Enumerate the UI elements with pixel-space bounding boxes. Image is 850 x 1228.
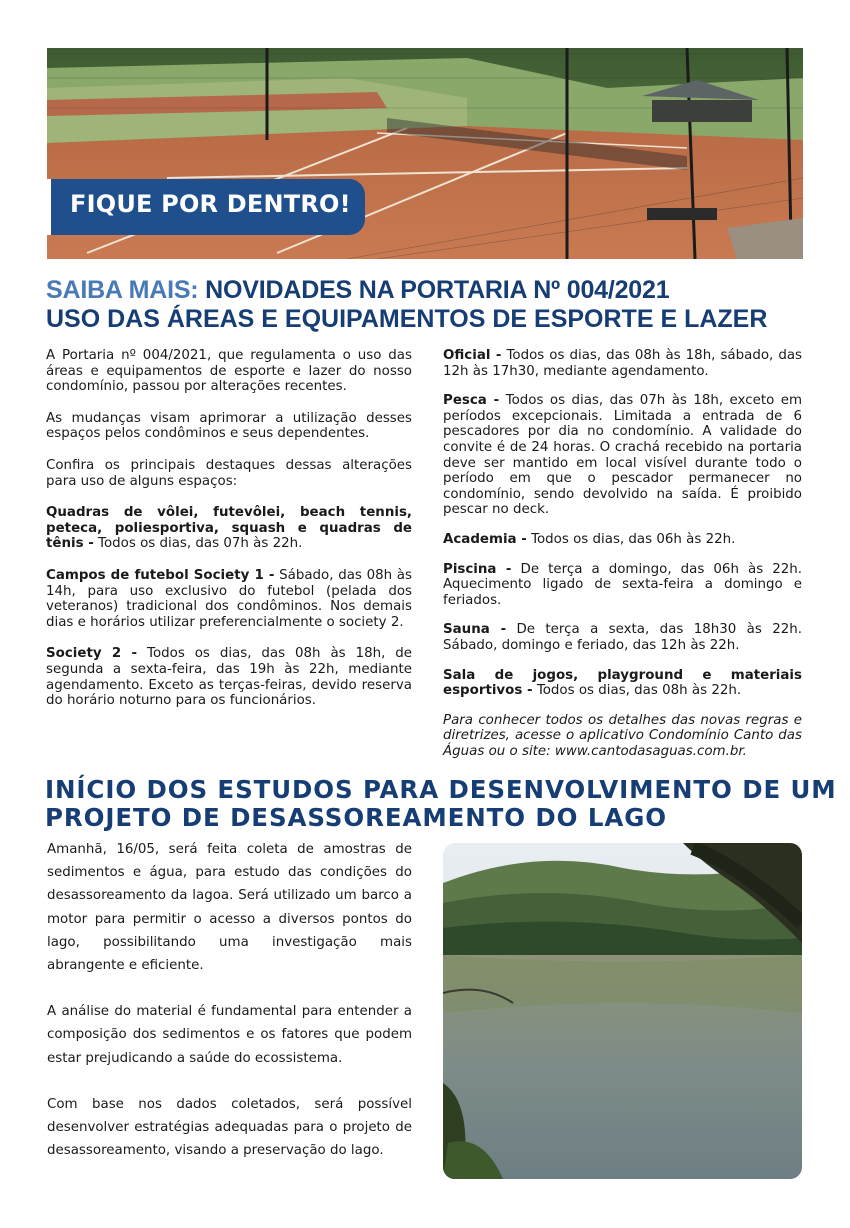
- paragraph: Confira os principais destaques dessas alterações para uso de alguns espaços:: [46, 457, 412, 489]
- rule-item: [443, 622, 802, 653]
- rule-item-text: Todos os dias, das 07h às 18h, exceto em períodos excepcionais. Limitada a entrada de 6 pescadores por dia no condomínio. A validade do convite é de 24 horas. O crachá recebido na portaria deve ser mantido em local visível durante todo o período em que o pescador permanecer no condomínio, sendo devolvido na saída. É proibido pescar no deck.: [443, 393, 803, 518]
- paragraph: A análise do material é fundamental para entender a composição dos sedimentos e os fatores que podem estar prejudicando a saúde do ecossistema.: [47, 1004, 412, 1066]
- rule-item-text: Todos os dias, das 08h às 18h, sábado, das 12h às 17h30, mediante agendamento.: [443, 348, 803, 379]
- headline-lake-line2: PROJETO DE DESASSOREAMENTO DO LAGO: [45, 803, 667, 832]
- rule-item-title: Pesca -: [443, 393, 500, 409]
- rule-item: [443, 562, 802, 609]
- rule-item-title: Oficial -: [443, 348, 502, 363]
- lake-photo: [443, 843, 802, 1179]
- paragraph: Amanhã, 16/05, será feita coleta de amostras de sedimentos e água, para estudo das condições do desassoreamento da lagoa. Será utilizado um barco a motor para permitir o acesso a diversos pontos do lago, possibilitando uma investigação mais abrangente e eficiente.: [47, 842, 412, 974]
- section-badge-label: FIQUE POR DENTRO!: [70, 190, 351, 218]
- rule-item: [443, 532, 802, 548]
- rule-item: [443, 393, 802, 518]
- right-column: [443, 348, 802, 773]
- paragraph: Com base nos dados coletados, será possível desenvolver estratégias adequadas para o projeto de desassoreamento, visando a preservação do lago.: [47, 1096, 412, 1159]
- rule-item-text: Sábado, das 08h às 14h, para uso exclusivo do futebol (pelada dos veteranos) tradicional dos condôminos. Nos demais dias e horários utilizar preferencialmente o society 2.: [46, 567, 412, 630]
- rule-item: [443, 668, 802, 699]
- paragraph: A Portaria nº 004/2021, que regulamenta o uso das áreas e equipamentos de esporte e lazer do nosso condomínio, passou por alterações recentes.: [46, 348, 412, 395]
- rule-item-text: De terça a domingo, das 06h às 22h. Aquecimento ligado de sexta-feira a domingo e feriados.: [443, 561, 803, 608]
- rule-item-text: Todos os dias, das 06h às 22h.: [526, 531, 736, 547]
- headline-lead: SAIBA MAIS:: [46, 276, 199, 304]
- rule-item-title: Piscina -: [443, 561, 512, 577]
- rule-item-title: Quadras de vôlei, futevôlei, beach tennis, peteca, poliesportiva, squash e quadras de tênis -: [46, 505, 412, 552]
- lake-article-text: [47, 838, 412, 1185]
- paragraph: As mudanças visam aprimorar a utilização desses espaços pelos condôminos e seus dependentes.: [46, 410, 412, 442]
- rule-item-text: Todos os dias, das 08h às 22h.: [532, 683, 742, 699]
- rule-item: [46, 505, 412, 552]
- rule-item-title: Campos de futebol Society 1 -: [46, 567, 275, 583]
- info-note: Para conhecer todos os detalhes das novas regras e diretrizes, acesse o aplicativo Condomínio Canto das Águas ou o site: www.cantodasaguas.com.br.: [443, 712, 802, 759]
- headline-subtitle: USO DAS ÁREAS E EQUIPAMENTOS DE ESPORTE E LAZER: [46, 305, 768, 333]
- rule-item: [46, 568, 412, 630]
- rule-item-text: De terça a sexta, das 18h30 às 22h. Sábado, domingo e feriado, das 12h às 22h.: [443, 622, 802, 653]
- rule-item: [443, 348, 802, 379]
- rule-item-text: Todos os dias, das 07h às 22h.: [93, 536, 303, 552]
- headline-rest: NOVIDADES NA PORTARIA Nº 004/2021: [198, 276, 670, 304]
- rule-item-title: Sala de jogos, playground e materiais esportivos -: [443, 667, 802, 699]
- rule-item: [46, 646, 412, 708]
- rule-item-title: Society 2 -: [46, 646, 138, 662]
- left-column: [46, 348, 412, 725]
- rule-item-title: Sauna -: [443, 622, 507, 638]
- rule-item-text: Todos os dias, das 08h às 18h, de segunda a sexta-feira, das 19h às 22h, mediante agendamento. Exceto as terças-feiras, devido reserva do horário noturno para os funcionários.: [46, 646, 412, 709]
- rule-item-title: Academia -: [443, 531, 527, 547]
- headline-portaria: [46, 276, 669, 305]
- headline-lake-line1: INÍCIO DOS ESTUDOS PARA DESENVOLVIMENTO DE UM: [45, 775, 837, 804]
